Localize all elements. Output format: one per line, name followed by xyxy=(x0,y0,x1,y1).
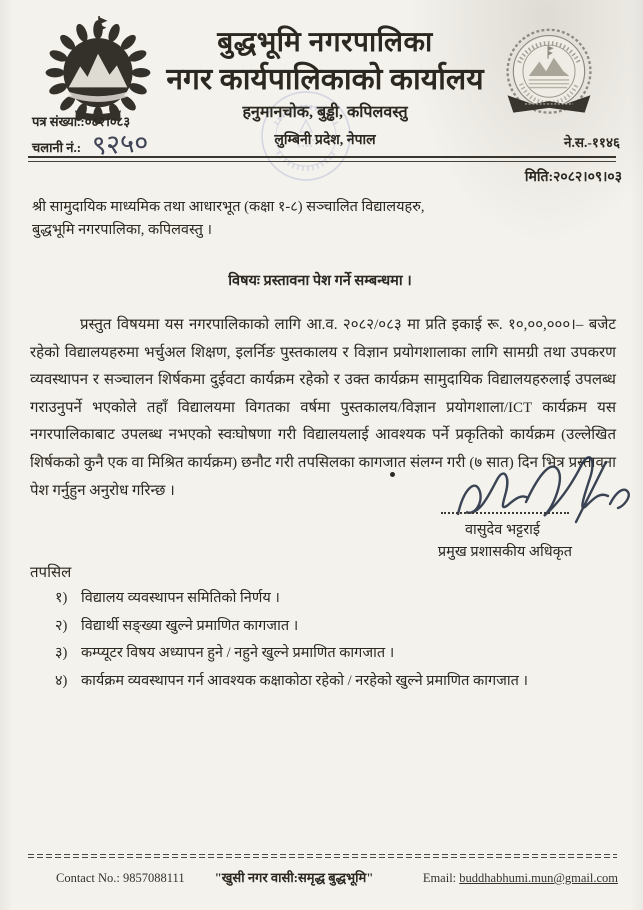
list-item xyxy=(55,640,615,668)
list-item-number: १) xyxy=(55,590,68,606)
ink-dot-mark xyxy=(390,472,395,477)
letter-number: पत्र संख्या.:०८२।०८३ xyxy=(32,114,131,129)
list-item-number: २) xyxy=(55,617,68,634)
list-item xyxy=(55,585,615,613)
tapasil-list xyxy=(55,585,615,695)
ne-sa-code: ने.स.-११४६ xyxy=(564,135,620,150)
footer-email-address: buddhabhumi.mun@gmail.com xyxy=(459,871,618,885)
addressee-block xyxy=(32,196,592,242)
addressee-line1: श्री सामुदायिक माध्यमिक तथा आधारभूत (कक्षा १-८) सञ्चालित विद्यालयहरु, xyxy=(32,199,425,215)
list-item-text: कार्यक्रम व्यवस्थापन गर्न आवश्यक कक्षाकोठा रहेको / नरहेको खुल्ने प्रमाणित कागजात । xyxy=(81,672,529,689)
list-item xyxy=(55,613,615,641)
dispatch-number-handwritten: ९२५० xyxy=(91,127,150,162)
list-item-text: विद्यार्थी सङ्ख्या खुल्ने प्रमाणित कागजात । xyxy=(81,617,299,634)
signatory-name: वासुदेव भट्टराई xyxy=(464,522,541,538)
footer-email xyxy=(423,871,618,886)
list-item-number: ३) xyxy=(55,645,68,661)
signature-dotted-line xyxy=(441,512,569,514)
list-item-text: कम्प्यूटर विषय अध्यापन हुने / नहुने खुल्ने प्रमाणित कागजात । xyxy=(81,645,395,661)
list-item xyxy=(55,668,615,696)
dispatch-number-label: चलानी नं.: xyxy=(32,140,82,155)
letter-date: मिति:२०८२।०९।०३ xyxy=(524,170,622,185)
office-name: नगर कार्यपालिकाको कार्यालय xyxy=(166,63,484,96)
office-address: हनुमानचोक, बुड्ढी, कपिलवस्तु xyxy=(242,104,408,121)
footer-slogan: "खुसी नगर वासी:समृद्ध बुद्धभूमि" xyxy=(214,870,374,885)
subject-line: विषयः प्रस्तावना पेश गर्ने सम्बन्धमा । xyxy=(228,273,412,289)
body-paragraph: प्रस्तुत विषयमा यस नगरपालिकाको लागि आ.व. २०८२/०८३ मा प्रति इकाई रू. १०,००,०००।– बजेट रहेको विद्यालयहरुमा भर्चुअल शिक्षण, इलर्निङ पुस्तकालय र विज्ञान प्रयोगशालाका लागि सामग्री तथा उपकरण व्यवस्थापन र सञ्चालन शिर्षकमा दुईवटा कार्यक्रम रहेको र उक्त कार्यक्रम सामुदायिक विद्यालयहरुलाई उपलब्ध गराउनुपर्ने भएकोले तहाँ विद्यालयमा विगतका वर्षमा पुस्तकालय/विज्ञान प्रयोगशाला/ICT कार्यक्रम यस नगरपालिकाबाट उपलब्ध नभएको स्वःघोषणा गरी विद्यालयलाई आवश्यक पर्ने प्रकृतिको कार्यक्रम (उल्लेखित शिर्षकको कुनै एक वा मिश्रित कार्यक्रम) छनौट गरी तपसिलका कागजात संलग्न गरी (७ सात) दिन भित्र प्रस्तावना पेश गर्नुहुन अनुरोध गरिन्छ । xyxy=(30,317,616,499)
header-divider-rule xyxy=(28,156,616,162)
list-item-number: ४) xyxy=(55,672,68,689)
footer-email-label: Email: xyxy=(422,871,457,885)
footer-contact-number: Contact No.: 9857088111 xyxy=(56,871,185,885)
footer xyxy=(28,868,618,886)
tapasil-heading: तपसिल xyxy=(30,565,72,581)
signatory-designation: प्रमुख प्रशासकीय अधिकृत xyxy=(437,544,573,560)
list-item-text: विद्यालय व्यवस्थापन समितिको निर्णय । xyxy=(81,590,280,606)
municipality-name: बुद्धभूमि नगरपालिका xyxy=(217,27,433,58)
province-line: लुम्बिनी प्रदेश, नेपाल xyxy=(274,133,376,148)
addressee-line2: बुद्धभूमि नगरपालिका, कपिलवस्तु । xyxy=(32,222,213,238)
footer-divider-rule xyxy=(28,854,617,858)
